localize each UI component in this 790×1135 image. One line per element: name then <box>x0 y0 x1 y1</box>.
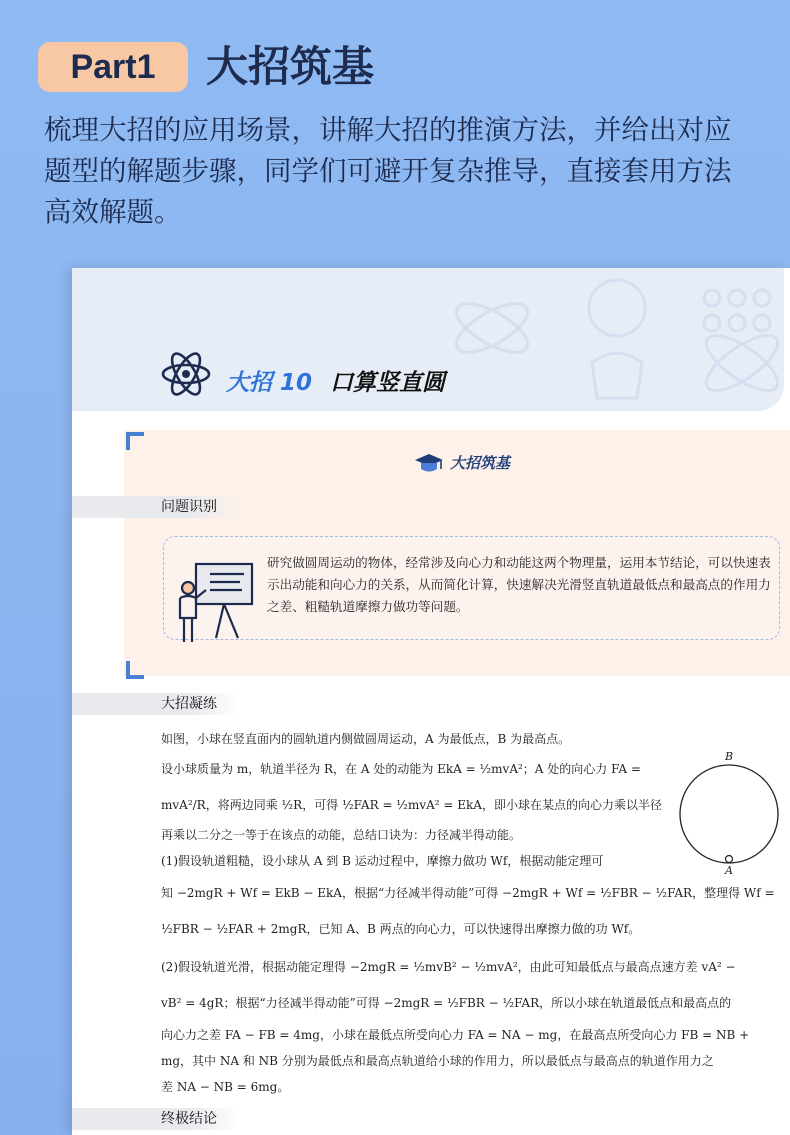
chapter-number: 大招 10 <box>226 370 313 396</box>
graduation-cap-icon <box>414 452 444 474</box>
body-line: mvA²/R，将两边同乘 ½R，可得 ½FAR = ½mvA² = EkA，即小球在某点的向心力乘以半径 <box>161 798 662 812</box>
body-line: vB² = 4gR；根据“力径减半得动能”可得 −2mgR = ½FBR − ½FAR，所以小球在轨道最低点和最高点的 <box>161 996 732 1010</box>
chapter-header-band <box>72 268 784 411</box>
page-title: 大招筑基 <box>206 42 375 91</box>
body-line: 向心力之差 FA − FB = 4mg，小球在最低点所受向心力 FA = NA − mg，在最高点所受向心力 FB = NB + <box>161 1028 750 1042</box>
problem-description: 研究做圆周运动的物体，经常涉及向心力和动能这两个物理量，运用本节结论，可以快速表示出动能和向心力的关系，从而简化计算，快速解决光滑竖直轨道最低点和最高点的作用力之差、粗糙轨道摩擦力做功等问题。 <box>267 555 771 614</box>
body-line: (2)假设轨道光滑，根据动能定理得 −2mgR = ½mvB² − ½mvA²，由此可知最低点与最高点速方差 vA² − <box>161 960 736 974</box>
label-practice-text: 大招凝练 <box>161 696 217 712</box>
body-line: 差 NA − NB = 6mg。 <box>161 1080 290 1094</box>
label-final-conclusion-text: 终极结论 <box>161 1111 217 1127</box>
corner-bracket-top <box>126 432 144 450</box>
body-line: 如图，小球在竖直面内的圆轨道内侧做圆周运动，A 为最低点，B 为最高点。 <box>161 732 571 746</box>
body-line: 再乘以二分之一等于在该点的动能，总结口诀为：力径减半得动能。 <box>161 828 522 842</box>
corner-bracket-bottom <box>126 661 144 679</box>
vertical-circle-figure <box>675 748 785 876</box>
chapter-title <box>226 368 445 398</box>
label-point-b: B <box>725 750 734 763</box>
chapter-name: 口算竖直圆 <box>330 370 446 396</box>
label-problem-identify <box>72 496 240 518</box>
part-badge: Part1 <box>38 42 188 92</box>
section-heading: 大招筑基 <box>450 454 511 472</box>
body-line: (1)假设轨道粗糙，设小球从 A 到 B 运动过程中，摩擦力做功 Wf，根据动能定理可 <box>161 854 604 868</box>
label-final-conclusion <box>72 1108 240 1130</box>
label-point-a: A <box>725 864 733 876</box>
intro-text: 梳理大招的应用场景，讲解大招的推演方法，并给出对应题型的解题步骤，同学们可避开复杂推导，直接套用方法高效解题。 <box>44 114 732 228</box>
atom-icon <box>160 348 212 400</box>
body-line: 设小球质量为 m，轨道半径为 R，在 A 处的动能为 EkA = ½mvA²；A 处的向心力 FA = <box>161 762 641 776</box>
body-line: ½FBR − ½FAR + 2mgR，已知 A、B 两点的向心力，可以快速得出摩擦力做的功 Wf。 <box>161 922 641 936</box>
label-problem-identify-text: 问题识别 <box>161 499 217 515</box>
teacher-board-icon <box>176 558 256 648</box>
body-line: mg，其中 NA 和 NB 分别为最低点和最高点轨道给小球的作用力，所以最低点与最高点的轨道作用力之 <box>161 1054 714 1068</box>
label-practice <box>72 693 240 715</box>
body-line: 知 −2mgR + Wf = EkB − EkA，根据“力径减半得动能”可得 −2mgR + Wf = ½FBR − ½FAR，整理得 Wf = <box>161 886 775 900</box>
book-page <box>72 268 790 1135</box>
